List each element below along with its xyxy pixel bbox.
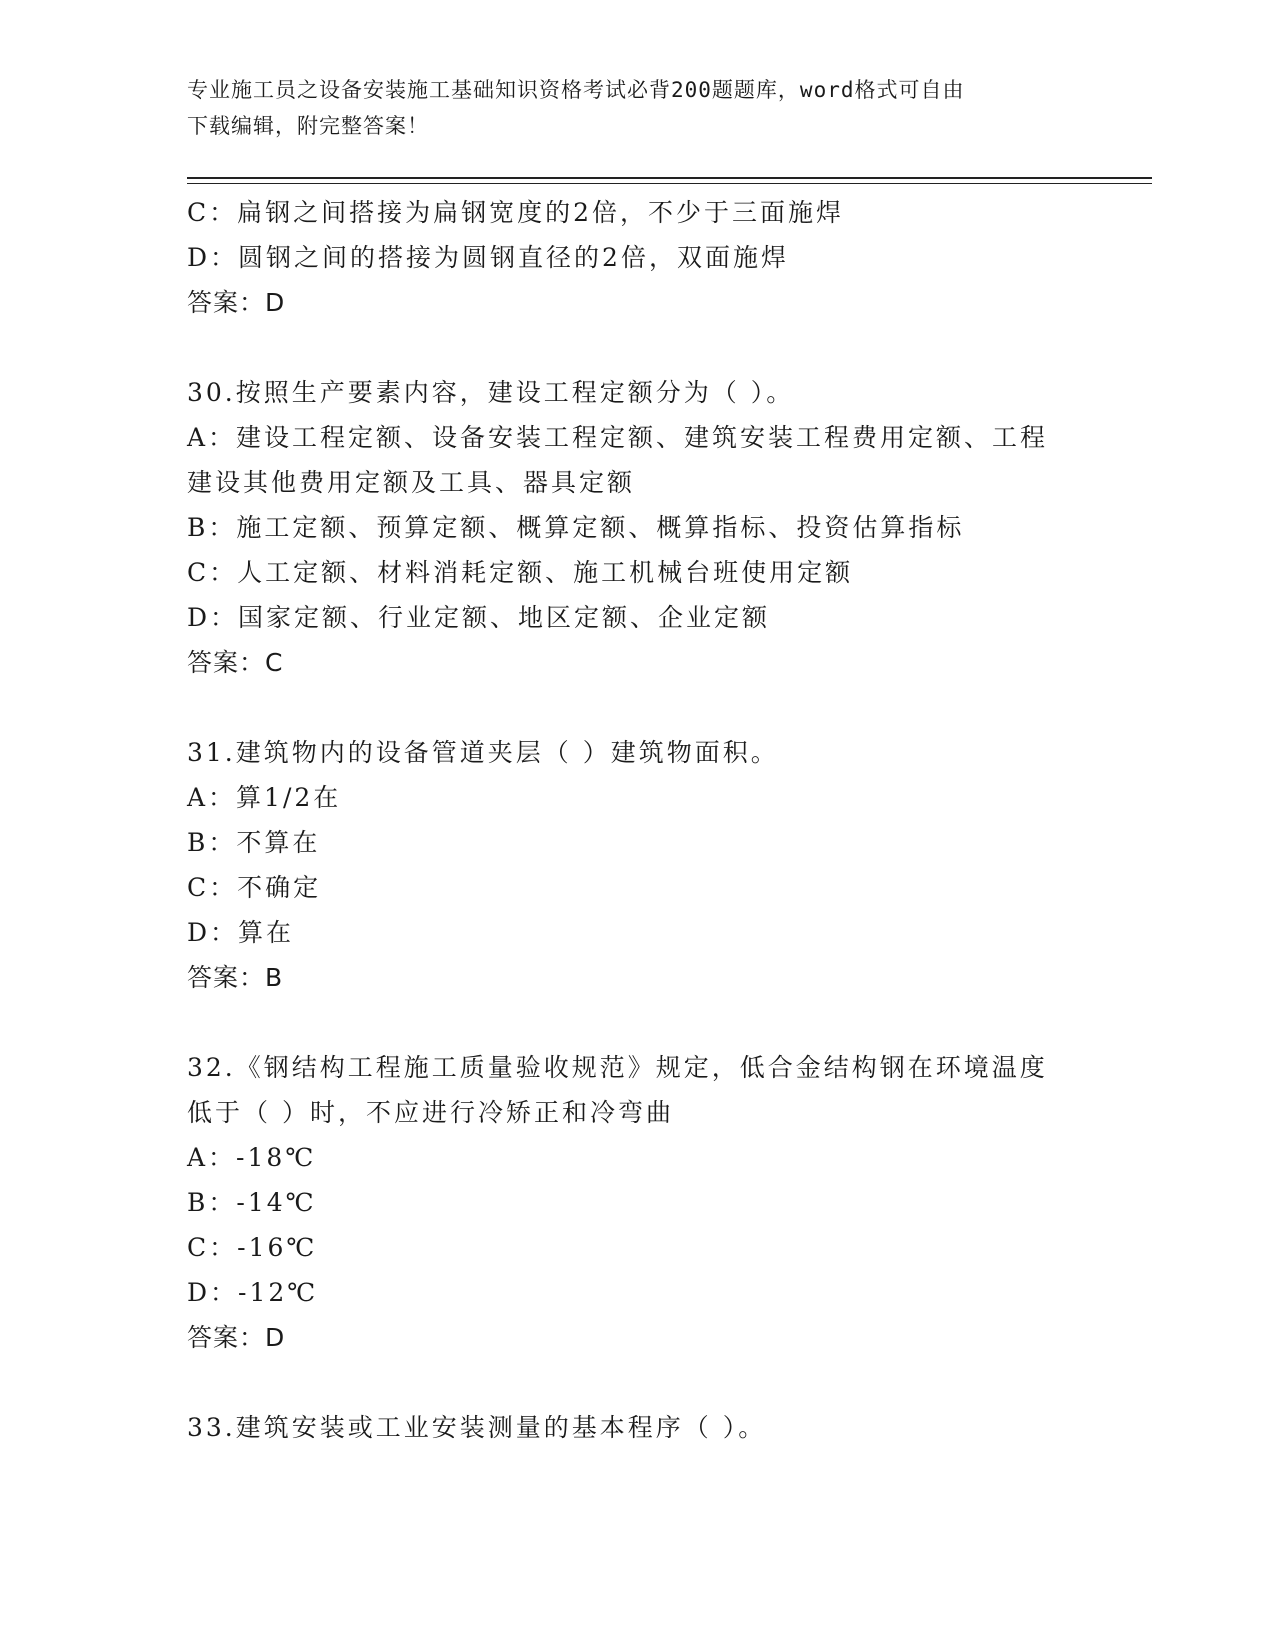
option-d: D：国家定额、行业定额、地区定额、企业定额 (187, 603, 771, 632)
answer: 答案：D (187, 288, 286, 317)
option-a: A：-18℃ (187, 1143, 317, 1172)
question-stem: 30.按照生产要素内容，建设工程定额分为（ ）。 (187, 378, 795, 407)
header-title-line-2: 下载编辑，附完整答案！ (187, 114, 429, 138)
question-32 (187, 1045, 1087, 1360)
option-a-continued: 建设其他费用定额及工具、器具定额 (187, 468, 636, 497)
document-header (187, 72, 1087, 144)
header-title-line-1: 专业施工员之设备安装施工基础知识资格考试必背200题题库，word格式可自由 (187, 78, 965, 102)
question-30 (187, 370, 1087, 685)
question-list (187, 190, 1087, 1450)
question-stem: 32.《钢结构工程施工质量验收规范》规定，低合金结构钢在环境温度 (187, 1053, 1048, 1082)
option-a: A：建设工程定额、设备安装工程定额、建筑安装工程费用定额、工程 (187, 423, 1049, 452)
option-c: C：不确定 (187, 873, 322, 902)
answer: 答案：D (187, 1323, 286, 1352)
question-29-remainder (187, 190, 1087, 325)
spacer (187, 1000, 1087, 1045)
spacer (187, 1360, 1087, 1405)
option-d: D：-12℃ (187, 1278, 319, 1307)
option-c: C：人工定额、材料消耗定额、施工机械台班使用定额 (187, 558, 854, 587)
header-rule-thick (187, 177, 1152, 179)
option-c: C：-16℃ (187, 1233, 318, 1262)
option-c: C：扁钢之间搭接为扁钢宽度的2倍，不少于三面施焊 (187, 198, 845, 227)
option-d: D：圆钢之间的搭接为圆钢直径的2倍，双面施焊 (187, 243, 789, 272)
question-33 (187, 1405, 1087, 1450)
option-d: D：算在 (187, 918, 295, 947)
option-b: B：-14℃ (187, 1188, 317, 1217)
question-31 (187, 730, 1087, 1000)
answer: 答案：B (187, 963, 284, 992)
option-b: B：施工定额、预算定额、概算定额、概算指标、投资估算指标 (187, 513, 965, 542)
question-stem: 31.建筑物内的设备管道夹层（ ）建筑物面积。 (187, 738, 779, 767)
question-stem: 33.建筑安装或工业安装测量的基本程序（ ）。 (187, 1413, 767, 1442)
option-a: A：算1/2在 (187, 783, 342, 812)
answer: 答案：C (187, 648, 284, 677)
spacer (187, 325, 1087, 370)
header-rule-thin (187, 183, 1152, 184)
spacer (187, 685, 1087, 730)
question-stem-continued: 低于（ ）时，不应进行冷矫正和冷弯曲 (187, 1098, 674, 1127)
option-b: B：不算在 (187, 828, 321, 857)
